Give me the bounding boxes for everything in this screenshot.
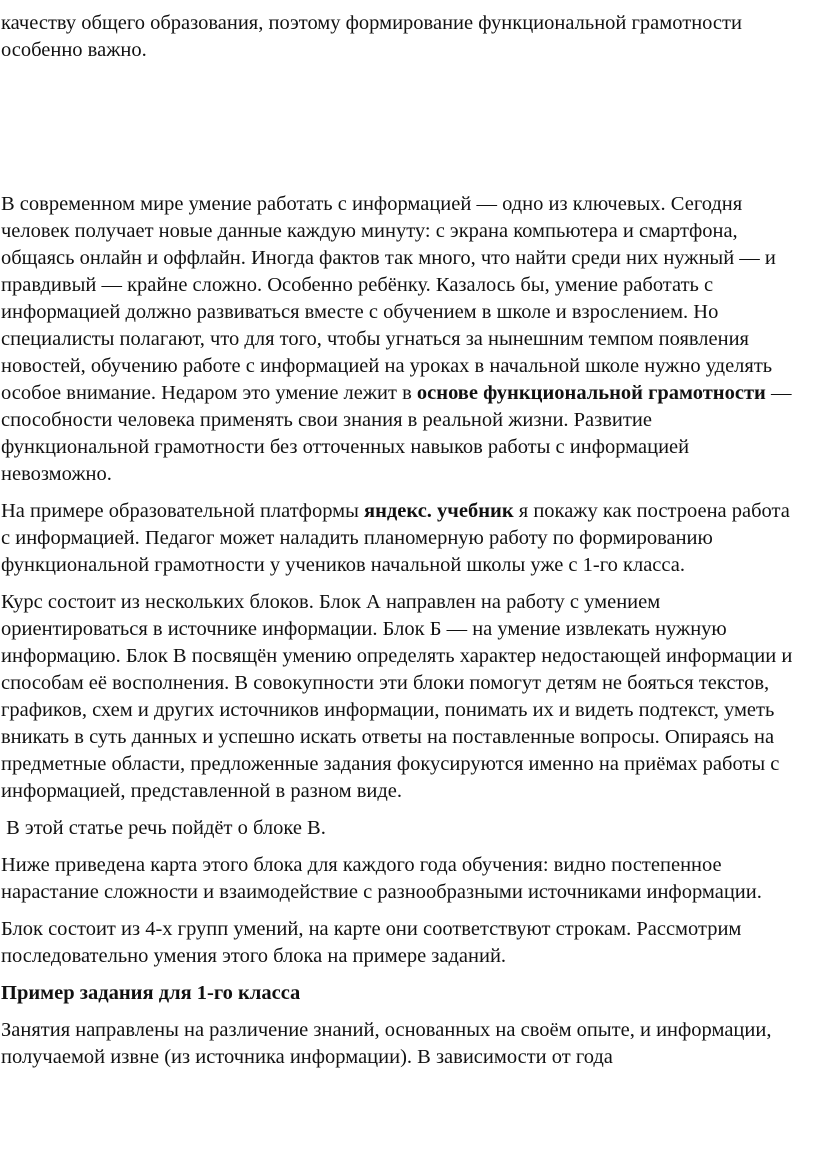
paragraph-text: я покажу как построена работа с информацией. Педагог может наладить планомерную работу по формированию функциональной грамотности у учеников начальной школы уже с 1-го класса. <box>1 500 790 576</box>
paragraph-article-topic: В этой статье речь пойдёт о блоке В. <box>1 817 326 839</box>
paragraph-text: — способности человека применять свои знания в реальной жизни. Развитие функциональной грамотности без отточенных навыков работы с информацией невозможно. <box>1 382 792 485</box>
paragraph-course-blocks: Курс состоит из нескольких блоков. Блок А направлен на работу с умением ориентироваться в источнике информации. Блок Б — на умение извлекать нужную информацию. Блок В посвящён умению определять характер недостающей информации и способам её восполнения. В совокупности эти блоки помогут детям не бояться текстов, графиков, схем и других источников информации, понимать их и видеть подтекст, уметь вникать в суть данных и успешно искать ответы на поставленные вопросы. Опираясь на предметные области, предложенные задания фокусируются именно на приёмах работы с информацией, представленной в разном виде. <box>1 591 793 802</box>
heading-text: Пример задания для 1-го класса <box>1 982 301 1004</box>
paragraph-map-description: Ниже приведена карта этого блока для каждого года обучения: видно постепенное нарастание сложности и взаимодействие с разнообразными источниками информации. <box>1 854 762 903</box>
paragraph-text: В современном мире умение работать с информацией — одно из ключевых. Сегодня человек получает новые данные каждую минуту: с экрана компьютера и смартфона, общаясь онлайн и оффлайн. Иногда фактов так много, что найти среди них нужный — и правдивый — крайне сложно. Особенно ребёнку. Казалось бы, умение работать с информацией должно развиваться вместе с обучением в школе и взрослением. Но специалисты полагают, что для того, чтобы угнаться за нынешним темпом появления новостей, обучению работе с информацией на уроках в начальной школе нужно уделять особое внимание. Недаром это умение лежит в <box>1 193 776 404</box>
blank-space <box>1 64 802 191</box>
paragraph-platform-example <box>1 498 802 579</box>
intro-paragraph: качеству общего образования, поэтому формирование функциональной грамотности особенно важно. <box>1 12 742 61</box>
paragraph-information-skills <box>1 191 802 488</box>
paragraph-lessons: Занятия направлены на различение знаний, основанных на своём опыте, и информации, получаемой извне (из источника информации). В зависимости от года <box>1 1019 772 1068</box>
paragraph-text: На примере образовательной платформы <box>1 500 365 522</box>
bold-phrase-functional-literacy: основе функциональной грамотности <box>416 382 766 404</box>
section-heading <box>1 980 802 1007</box>
bold-phrase-platform-name: яндекс. учебник <box>364 500 514 522</box>
paragraph-skill-groups: Блок состоит из 4-х групп умений, на карте они соответствуют строкам. Рассмотрим последовательно умения этого блока на примере заданий. <box>1 918 742 967</box>
